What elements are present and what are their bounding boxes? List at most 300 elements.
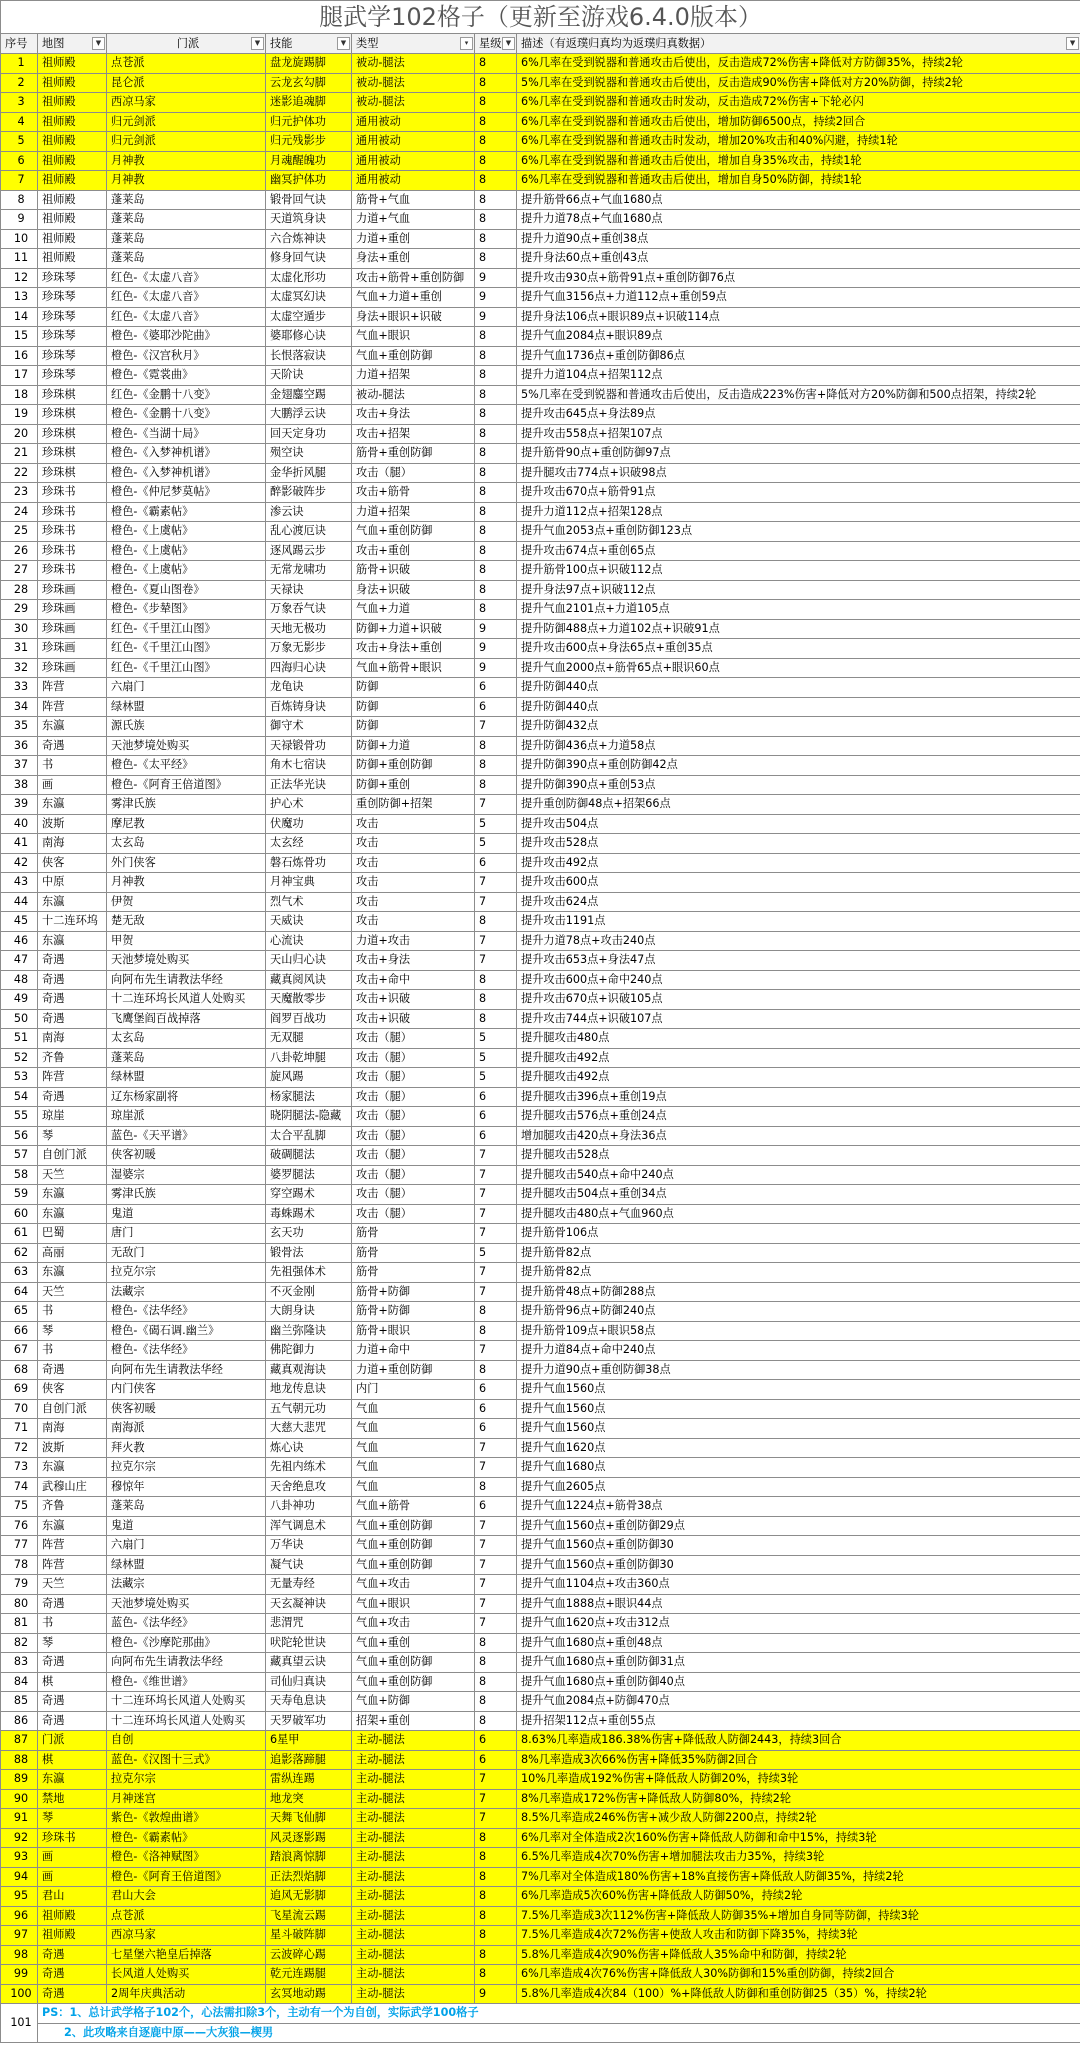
cell-sect: 橙色-《霸素帖》: [107, 1828, 266, 1848]
cell-star: 5: [475, 1068, 517, 1088]
cell-type: 重创防御+招架: [352, 795, 475, 815]
table-row: [1, 970, 1080, 990]
cell-map: 东瀛: [38, 931, 107, 951]
table-row: [1, 1438, 1080, 1458]
table-row: [1, 619, 1080, 639]
cell-star: 9: [475, 1984, 517, 2004]
cell-sect: 红色-《千里江山图》: [107, 658, 266, 678]
cell-type: 攻击+重创: [352, 541, 475, 561]
cell-sect: 橙色-《上虞帖》: [107, 561, 266, 581]
cell-map: 波斯: [38, 1438, 107, 1458]
cell-star: 7: [475, 1438, 517, 1458]
cell-index: 7: [1, 171, 38, 191]
table-row: [1, 132, 1080, 152]
cell-sect: 蓬莱岛: [107, 1048, 266, 1068]
table-row: [1, 1770, 1080, 1790]
cell-sect: 红色-《千里江山图》: [107, 619, 266, 639]
table-row: [1, 288, 1080, 308]
filter-dropdown-icon[interactable]: ▼: [337, 37, 350, 50]
cell-sect: 蓬莱岛: [107, 229, 266, 249]
cell-type: 气血+重创防御: [352, 1653, 475, 1673]
cell-sect: 归元剑派: [107, 132, 266, 152]
cell-index: 21: [1, 444, 38, 464]
cell-type: 攻击+命中: [352, 970, 475, 990]
table-row: [1, 73, 1080, 93]
cell-index: 92: [1, 1828, 38, 1848]
cell-star: 8: [475, 151, 517, 171]
cell-star: 6: [475, 1126, 517, 1146]
cell-sect: 西凉马家: [107, 1926, 266, 1946]
cell-sect: 向阿布先生请教法华经: [107, 1360, 266, 1380]
cell-sect: 蓝色-《天平谱》: [107, 1126, 266, 1146]
cell-sect: 橙色-《当湖十局》: [107, 424, 266, 444]
cell-type: 攻击: [352, 892, 475, 912]
cell-type: 主动-腿法: [352, 1867, 475, 1887]
cell-type: 被动-腿法: [352, 73, 475, 93]
cell-sect: 月神迷宫: [107, 1789, 266, 1809]
cell-index: 3: [1, 93, 38, 113]
cell-star: 5: [475, 814, 517, 834]
cell-star: 6: [475, 1380, 517, 1400]
cell-index: 26: [1, 541, 38, 561]
cell-map: 东瀛: [38, 795, 107, 815]
cell-type: 筋骨+防御: [352, 1302, 475, 1322]
cell-desc: 提升重创防御48点+招架66点: [517, 795, 1080, 815]
cell-skill: 追影落蹄腿: [266, 1750, 352, 1770]
cell-star: 8: [475, 1360, 517, 1380]
cell-star: 8: [475, 463, 517, 483]
cell-map: 祖师殿: [38, 229, 107, 249]
cell-star: 6: [475, 1731, 517, 1751]
cell-star: 8: [475, 171, 517, 191]
cell-desc: 提升腿攻击774点+识破98点: [517, 463, 1080, 483]
cell-desc: 提升攻击674点+重创65点: [517, 541, 1080, 561]
cell-type: 主动-腿法: [352, 1770, 475, 1790]
cell-skill: 金华折风腿: [266, 463, 352, 483]
table-row: [1, 1458, 1080, 1478]
cell-sect: 蓬莱岛: [107, 190, 266, 210]
cell-index: 9: [1, 210, 38, 230]
cell-desc: 提升防御440点: [517, 697, 1080, 717]
table-row: [1, 658, 1080, 678]
cell-skill: 飞星流云踢: [266, 1906, 352, 1926]
cell-type: 通用被动: [352, 112, 475, 132]
cell-type: 气血+重创防御: [352, 522, 475, 542]
cell-desc: 提升攻击624点: [517, 892, 1080, 912]
cell-star: 8: [475, 1828, 517, 1848]
cell-star: 8: [475, 249, 517, 269]
cell-skill: 八卦神功: [266, 1497, 352, 1517]
cell-sect: 点苍派: [107, 54, 266, 74]
cell-index: 52: [1, 1048, 38, 1068]
cell-skill: 醉影破阵步: [266, 483, 352, 503]
cell-index: 11: [1, 249, 38, 269]
cell-skill: 月神宝典: [266, 873, 352, 893]
cell-desc: 6%几率对全体造成2次160%伤害+降低敌人防御和命中15%，持续3轮: [517, 1828, 1080, 1848]
cell-index: 89: [1, 1770, 38, 1790]
cell-desc: 提升气血1888点+眼识44点: [517, 1594, 1080, 1614]
cell-sect: 紫色-《敦煌曲谱》: [107, 1809, 266, 1829]
cell-sect: 橙色-《阿育王倍道图》: [107, 1867, 266, 1887]
cell-skill: 归元残影步: [266, 132, 352, 152]
cell-map: 奇遇: [38, 1594, 107, 1614]
cell-skill: 天舞飞仙脚: [266, 1809, 352, 1829]
header-type: [352, 34, 475, 54]
cell-type: 攻击（腿）: [352, 1204, 475, 1224]
cell-sect: 橙色-《维世谱》: [107, 1672, 266, 1692]
cell-desc: 提升防御488点+力道102点+识破91点: [517, 619, 1080, 639]
cell-sect: 六扇门: [107, 1536, 266, 1556]
cell-index: 1: [1, 54, 38, 74]
cell-index: 18: [1, 385, 38, 405]
table-row: [1, 1399, 1080, 1419]
cell-sect: 唐门: [107, 1224, 266, 1244]
cell-map: 奇遇: [38, 1009, 107, 1029]
cell-map: 珍珠棋: [38, 405, 107, 425]
cell-desc: 6.5%几率造成4次70%伤害+增加腿法攻击力35%，持续3轮: [517, 1848, 1080, 1868]
cell-sect: 鬼道: [107, 1204, 266, 1224]
cell-sect: 天池梦境处购买: [107, 736, 266, 756]
cell-skill: 毒蛛踢术: [266, 1204, 352, 1224]
cell-map: 奇遇: [38, 1087, 107, 1107]
cell-index: 77: [1, 1536, 38, 1556]
cell-map: 珍珠琴: [38, 346, 107, 366]
cell-map: 书: [38, 756, 107, 776]
cell-sect: 橙色-《上虞帖》: [107, 522, 266, 542]
cell-type: 气血: [352, 1419, 475, 1439]
header-row: [1, 34, 1080, 54]
cell-type: 主动-腿法: [352, 1945, 475, 1965]
ps-row-1: [1, 2004, 1080, 2024]
cell-desc: 提升气血2053点+重创防御123点: [517, 522, 1080, 542]
cell-type: 筋骨+重创防御: [352, 444, 475, 464]
cell-sect: 摩尼教: [107, 814, 266, 834]
cell-desc: 提升腿攻击528点: [517, 1146, 1080, 1166]
cell-type: 气血+防御: [352, 1692, 475, 1712]
cell-sect: 橙色-《洛神赋图》: [107, 1848, 266, 1868]
cell-skill: 阎罗百战功: [266, 1009, 352, 1029]
cell-map: 东瀛: [38, 1263, 107, 1283]
cell-skill: 天玄凝神诀: [266, 1594, 352, 1614]
cell-skill: 地龙突: [266, 1789, 352, 1809]
cell-desc: 提升腿攻击540点+命中240点: [517, 1165, 1080, 1185]
cell-index: 44: [1, 892, 38, 912]
cell-sect: 法藏宗: [107, 1575, 266, 1595]
cell-skill: 正法华光诀: [266, 775, 352, 795]
cell-type: 攻击+筋骨: [352, 483, 475, 503]
cell-map: 阵营: [38, 1068, 107, 1088]
cell-desc: 提升攻击645点+身法89点: [517, 405, 1080, 425]
cell-star: 6: [475, 1107, 517, 1127]
cell-type: 主动-腿法: [352, 1848, 475, 1868]
cell-skill: 万象吞气诀: [266, 600, 352, 620]
cell-star: 9: [475, 639, 517, 659]
table-row: [1, 1302, 1080, 1322]
cell-type: 攻击（腿）: [352, 1048, 475, 1068]
cell-desc: 提升攻击744点+识破107点: [517, 1009, 1080, 1029]
cell-index: 90: [1, 1789, 38, 1809]
cell-star: 8: [475, 736, 517, 756]
cell-desc: 提升气血1620点+攻击312点: [517, 1614, 1080, 1634]
filter-dropdown-icon[interactable]: ▼: [502, 37, 515, 50]
cell-index: 70: [1, 1399, 38, 1419]
table-row: [1, 1165, 1080, 1185]
cell-sect: 拉克尔宗: [107, 1458, 266, 1478]
cell-sect: 绿林盟: [107, 697, 266, 717]
cell-star: 7: [475, 1516, 517, 1536]
cell-skill: 先祖强体术: [266, 1263, 352, 1283]
cell-index: 91: [1, 1809, 38, 1829]
cell-type: 攻击（腿）: [352, 1146, 475, 1166]
cell-star: 8: [475, 1672, 517, 1692]
cell-sect: 十二连环坞长风道人处购买: [107, 990, 266, 1010]
filter-dropdown-icon[interactable]: ▼: [92, 37, 105, 50]
cell-star: 8: [475, 580, 517, 600]
cell-index: 17: [1, 366, 38, 386]
cell-skill: 无量寿经: [266, 1575, 352, 1595]
cell-desc: 提升筋骨90点+重创防御97点: [517, 444, 1080, 464]
table-row: [1, 522, 1080, 542]
table-row: [1, 1692, 1080, 1712]
cell-skill: 婆耶修心诀: [266, 327, 352, 347]
cell-type: 防御+力道: [352, 736, 475, 756]
header-desc: [517, 34, 1080, 54]
cell-star: 8: [475, 1711, 517, 1731]
table-row: [1, 268, 1080, 288]
cell-index: 82: [1, 1633, 38, 1653]
cell-skill: 锻骨回气诀: [266, 190, 352, 210]
cell-star: 8: [475, 132, 517, 152]
cell-index: 88: [1, 1750, 38, 1770]
cell-skill: 天禄诀: [266, 580, 352, 600]
cell-type: 力道+招架: [352, 502, 475, 522]
cell-desc: 6%几率造成4次76%伤害+降低敌人30%防御和15%重创防御，持续2回合: [517, 1965, 1080, 1985]
cell-skill: 幽冥护体功: [266, 171, 352, 191]
cell-desc: 8.5%几率造成246%伤害+减少敌人防御2200点，持续2轮: [517, 1809, 1080, 1829]
cell-desc: 提升筋骨109点+眼识58点: [517, 1321, 1080, 1341]
cell-map: 珍珠画: [38, 619, 107, 639]
cell-skill: 玄天功: [266, 1224, 352, 1244]
cell-map: 祖师殿: [38, 73, 107, 93]
cell-type: 气血+筋骨+眼识: [352, 658, 475, 678]
cell-index: 36: [1, 736, 38, 756]
cell-skill: 天舍绝息攻: [266, 1477, 352, 1497]
cell-map: 珍珠棋: [38, 385, 107, 405]
table-row: [1, 1750, 1080, 1770]
cell-index: 65: [1, 1302, 38, 1322]
cell-skill: 月魂醒魄功: [266, 151, 352, 171]
table-row: [1, 229, 1080, 249]
cell-sect: 雾津氏族: [107, 795, 266, 815]
cell-desc: 8.63%几率造成186.38%伤害+降低敌人防御2443，持续3回合: [517, 1731, 1080, 1751]
cell-desc: 提升身法60点+重创43点: [517, 249, 1080, 269]
table-row: [1, 1068, 1080, 1088]
cell-skill: 太虚化形功: [266, 268, 352, 288]
filter-sort-icon[interactable]: ▾: [460, 37, 473, 50]
cell-sect: 七星堡六艳皇后掉落: [107, 1945, 266, 1965]
cell-map: 东瀛: [38, 1204, 107, 1224]
cell-desc: 7.5%几率造成4次72%伤害+使敌人攻击和防御下降35%，持续3轮: [517, 1926, 1080, 1946]
cell-type: 攻击+识破: [352, 990, 475, 1010]
cell-star: 8: [475, 1926, 517, 1946]
cell-index: 83: [1, 1653, 38, 1673]
cell-star: 8: [475, 1887, 517, 1907]
cell-map: 东瀛: [38, 1770, 107, 1790]
table-row: [1, 1341, 1080, 1361]
cell-skill: 星斗破阵脚: [266, 1926, 352, 1946]
cell-type: 攻击+筋骨+重创防御: [352, 268, 475, 288]
filter-dropdown-icon[interactable]: ▼: [251, 37, 264, 50]
cell-index: 28: [1, 580, 38, 600]
cell-star: 8: [475, 502, 517, 522]
cell-desc: 提升腿攻击480点: [517, 1029, 1080, 1049]
cell-index: 79: [1, 1575, 38, 1595]
cell-skill: 杨家腿法: [266, 1087, 352, 1107]
cell-star: 9: [475, 658, 517, 678]
cell-map: 珍珠画: [38, 639, 107, 659]
cell-index: 99: [1, 1965, 38, 1985]
cell-desc: 提升防御390点+重创防御42点: [517, 756, 1080, 776]
cell-star: 8: [475, 54, 517, 74]
cell-index: 4: [1, 112, 38, 132]
cell-sect: 橙色-《霓裳曲》: [107, 366, 266, 386]
cell-desc: 提升力道104点+招架112点: [517, 366, 1080, 386]
cell-desc: 7.5%几率造成3次112%伤害+降低敌人防御35%+增加自身同等防御，持续3轮: [517, 1906, 1080, 1926]
cell-sect: 点苍派: [107, 1906, 266, 1926]
cell-sect: 侠客初暖: [107, 1399, 266, 1419]
cell-desc: 提升力道84点+命中240点: [517, 1341, 1080, 1361]
cell-desc: 提升气血1620点: [517, 1438, 1080, 1458]
cell-map: 祖师殿: [38, 93, 107, 113]
cell-desc: 提升筋骨82点: [517, 1263, 1080, 1283]
cell-map: 侠客: [38, 853, 107, 873]
cell-desc: 提升力道78点+攻击240点: [517, 931, 1080, 951]
header-type-label: 类型: [356, 37, 379, 50]
cell-sect: 楚无敌: [107, 912, 266, 932]
cell-index: 32: [1, 658, 38, 678]
cell-map: 珍珠画: [38, 600, 107, 620]
table-row: [1, 541, 1080, 561]
cell-map: 南海: [38, 1419, 107, 1439]
cell-desc: 提升筋骨66点+气血1680点: [517, 190, 1080, 210]
cell-sect: 十二连环坞长风道人处购买: [107, 1711, 266, 1731]
table-row: [1, 1731, 1080, 1751]
cell-index: 100: [1, 1984, 38, 2004]
table-row: [1, 1809, 1080, 1829]
cell-star: 7: [475, 1146, 517, 1166]
cell-map: 阵营: [38, 678, 107, 698]
cell-skill: 盘龙旋踢脚: [266, 54, 352, 74]
cell-desc: 提升攻击600点+身法65点+重创35点: [517, 639, 1080, 659]
table-row: [1, 1048, 1080, 1068]
cell-desc: 提升攻击670点+识破105点: [517, 990, 1080, 1010]
cell-map: 珍珠书: [38, 483, 107, 503]
table-row: [1, 1516, 1080, 1536]
cell-index: 95: [1, 1887, 38, 1907]
table-row: [1, 756, 1080, 776]
cell-type: 力道+气血: [352, 210, 475, 230]
cell-star: 8: [475, 229, 517, 249]
table-row: [1, 795, 1080, 815]
table-row: [1, 1594, 1080, 1614]
cell-skill: 浑气调息术: [266, 1516, 352, 1536]
cell-type: 气血: [352, 1477, 475, 1497]
cell-index: 30: [1, 619, 38, 639]
header-sect-label: 门派: [176, 37, 200, 50]
cell-index: 67: [1, 1341, 38, 1361]
cell-type: 主动-腿法: [352, 1926, 475, 1946]
cell-desc: 提升攻击504点: [517, 814, 1080, 834]
cell-desc: 提升气血1560点: [517, 1380, 1080, 1400]
cell-index: 78: [1, 1555, 38, 1575]
cell-desc: 提升气血1736点+重创防御86点: [517, 346, 1080, 366]
cell-skill: 太玄经: [266, 834, 352, 854]
cell-type: 气血+眼识: [352, 327, 475, 347]
cell-map: 侠客: [38, 1380, 107, 1400]
cell-skill: 天阶诀: [266, 366, 352, 386]
cell-desc: 提升气血1224点+筋骨38点: [517, 1497, 1080, 1517]
cell-star: 5: [475, 1048, 517, 1068]
cell-index: 47: [1, 951, 38, 971]
cell-map: 奇遇: [38, 736, 107, 756]
cell-desc: 提升腿攻击396点+重创19点: [517, 1087, 1080, 1107]
cell-map: 自创门派: [38, 1146, 107, 1166]
cell-type: 力道+重创: [352, 229, 475, 249]
cell-sect: 向阿布先生请教法华经: [107, 1653, 266, 1673]
cell-desc: 提升筋骨100点+识破112点: [517, 561, 1080, 581]
cell-index: 68: [1, 1360, 38, 1380]
cell-star: 7: [475, 1789, 517, 1809]
cell-sect: 源氏族: [107, 717, 266, 737]
cell-index: 40: [1, 814, 38, 834]
table-row: [1, 93, 1080, 113]
cell-map: 武穆山庄: [38, 1477, 107, 1497]
filter-dropdown-icon[interactable]: ▼: [1066, 37, 1079, 50]
cell-type: 招架+重创: [352, 1711, 475, 1731]
cell-type: 主动-腿法: [352, 1984, 475, 2004]
cell-sect: 橙色-《仲尼梦莫帖》: [107, 483, 266, 503]
cell-sect: 拉克尔宗: [107, 1770, 266, 1790]
cell-desc: 提升气血1680点: [517, 1458, 1080, 1478]
cell-index: 2: [1, 73, 38, 93]
table-row: [1, 54, 1080, 74]
cell-index: 74: [1, 1477, 38, 1497]
cell-skill: 长恨落寂诀: [266, 346, 352, 366]
cell-desc: 提升攻击930点+筋骨91点+重创防御76点: [517, 268, 1080, 288]
cell-index: 54: [1, 1087, 38, 1107]
cell-sect: 天池梦境处购买: [107, 1594, 266, 1614]
cell-index: 71: [1, 1419, 38, 1439]
table-row: [1, 1555, 1080, 1575]
table-row: [1, 1009, 1080, 1029]
table-row: [1, 307, 1080, 327]
table-row: [1, 1906, 1080, 1926]
cell-map: 天竺: [38, 1282, 107, 1302]
table-row: [1, 1146, 1080, 1166]
cell-type: 防御: [352, 697, 475, 717]
cell-index: 10: [1, 229, 38, 249]
cell-index: 59: [1, 1185, 38, 1205]
cell-star: 6: [475, 1750, 517, 1770]
cell-star: 9: [475, 268, 517, 288]
header-index-label: 序号: [5, 37, 28, 50]
cell-sect: 内门侠客: [107, 1380, 266, 1400]
cell-desc: 提升气血2101点+力道105点: [517, 600, 1080, 620]
cell-sect: 自创: [107, 1731, 266, 1751]
cell-index: 31: [1, 639, 38, 659]
cell-type: 攻击（腿）: [352, 1029, 475, 1049]
cell-skill: 天道筑身诀: [266, 210, 352, 230]
